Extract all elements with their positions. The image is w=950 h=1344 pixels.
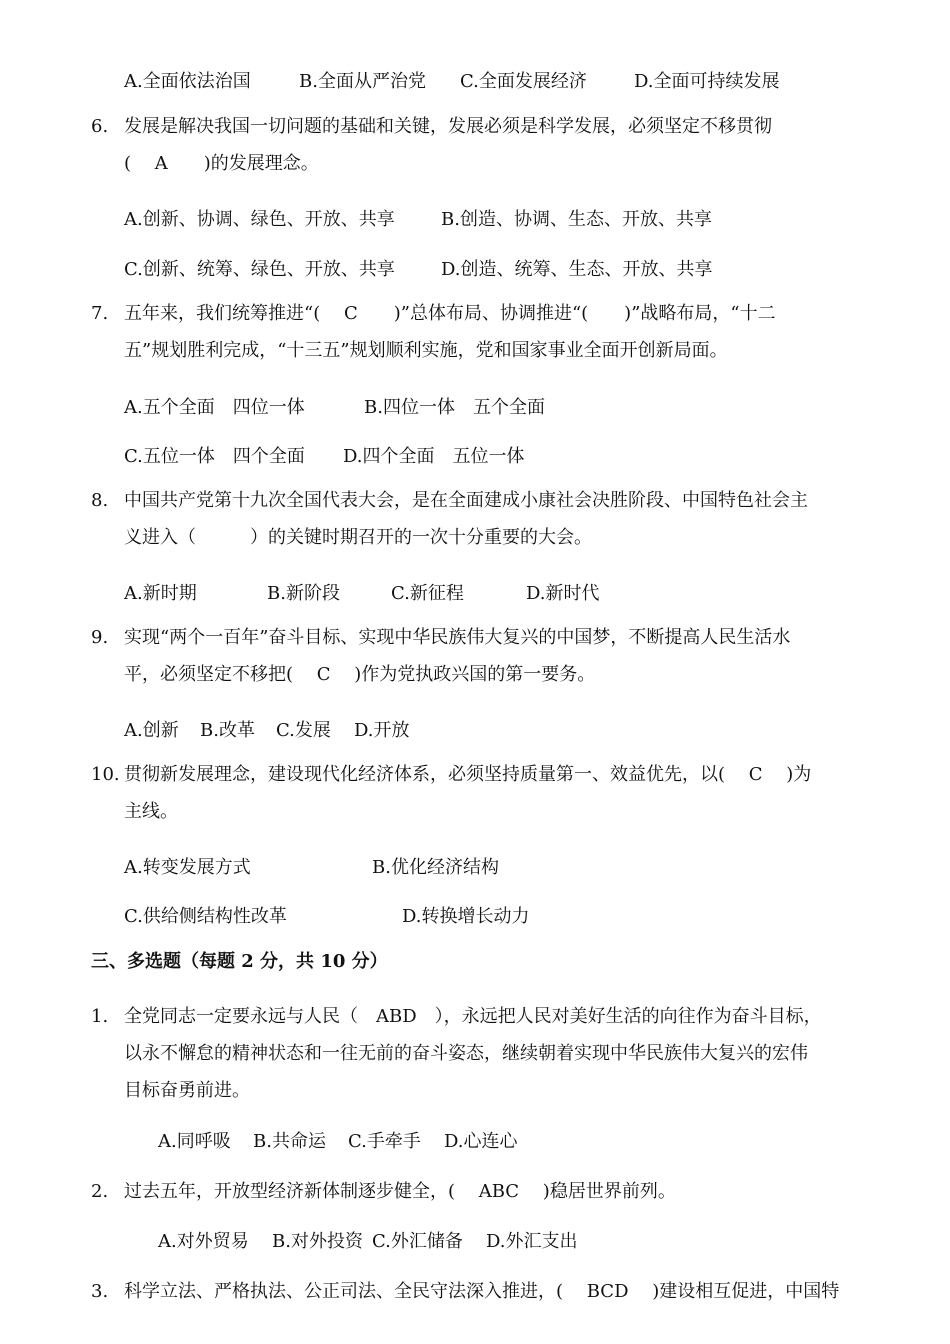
q7-stem-line2: 五”规划胜利完成，“十三五”规划顺利实施，党和国家事业全面开创新局面。 <box>124 340 728 361</box>
q8-stem-line2: 义进入（ ）的关键时期召开的一次十分重要的大会。 <box>124 527 592 548</box>
q10-option-d: D.转换增长动力 <box>402 906 530 927</box>
q6-option-d: D.创造、统筹、生态、开放、共享 <box>441 259 713 280</box>
q10-number: 10. <box>91 764 120 785</box>
m1-option-a: A.同呼吸 <box>158 1131 231 1152</box>
m3-number: 3. <box>91 1281 109 1302</box>
m2-option-d: D.外汇支出 <box>486 1231 578 1252</box>
q6-stem-line1: 发展是解决我国一切问题的基础和关键，发展必须是科学发展，必须坚定不移贯彻 <box>124 116 772 137</box>
q9-option-d: D.开放 <box>354 720 410 741</box>
section-heading-multiple-choice: 三、多选题（每题 2 分，共 10 分） <box>91 951 388 972</box>
m1-option-c: C.手牵手 <box>348 1131 421 1152</box>
m2-option-c: C.外汇储备 <box>372 1231 463 1252</box>
q8-stem-line1: 中国共产党第十九次全国代表大会，是在全面建成小康社会决胜阶段、中国特色社会主 <box>124 490 808 511</box>
q7-option-d: D.四个全面 五位一体 <box>343 446 525 467</box>
q9-stem-line1: 实现“两个一百年”奋斗目标、实现中华民族伟大复兴的中国梦，不断提高人民生活水 <box>124 627 791 648</box>
m1-option-d: D.心连心 <box>444 1131 518 1152</box>
q5-option-c: C.全面发展经济 <box>460 71 587 92</box>
q6-option-b: B.创造、协调、生态、开放、共享 <box>441 209 712 230</box>
q5-option-d: D.全面可持续发展 <box>634 71 780 92</box>
q6-number: 6. <box>91 116 109 137</box>
q9-option-c: C.发展 <box>276 720 331 741</box>
q9-option-a: A.创新 <box>124 720 179 741</box>
q8-option-b: B.新阶段 <box>267 583 340 604</box>
q9-option-b: B.改革 <box>200 720 255 741</box>
q7-option-c: C.五位一体 四个全面 <box>124 446 305 467</box>
m1-stem-line3: 目标奋勇前进。 <box>124 1080 250 1101</box>
q10-stem-line2: 主线。 <box>124 801 178 822</box>
q5-option-b: B.全面从严治党 <box>299 71 426 92</box>
q9-number: 9. <box>91 627 109 648</box>
q8-number: 8. <box>91 490 109 511</box>
q10-stem-line1: 贯彻新发展理念，建设现代化经济体系，必须坚持质量第一、效益优先，以( C )为 <box>124 764 812 785</box>
m3-stem-line1: 科学立法、严格执法、公正司法、全民守法深入推进，( BCD )建设相互促进，中国特 <box>124 1281 840 1302</box>
q7-option-a: A.五个全面 四位一体 <box>124 397 305 418</box>
m2-option-b: B.对外投资 <box>272 1231 363 1252</box>
q10-option-c: C.供给侧结构性改革 <box>124 906 287 927</box>
q6-stem-line2: ( A )的发展理念。 <box>124 153 319 174</box>
m1-number: 1. <box>91 1006 109 1027</box>
q8-option-d: D.新时代 <box>526 583 600 604</box>
q8-option-c: C.新征程 <box>391 583 464 604</box>
q9-stem-line2: 平，必须坚定不移把( C )作为党执政兴国的第一要务。 <box>124 664 596 685</box>
m2-number: 2. <box>91 1181 109 1202</box>
q10-option-a: A.转变发展方式 <box>124 857 251 878</box>
q7-option-b: B.四位一体 五个全面 <box>364 397 545 418</box>
q5-option-a: A.全面依法治国 <box>124 71 251 92</box>
m2-stem-line1: 过去五年，开放型经济新体制逐步健全，( ABC )稳居世界前列。 <box>124 1181 676 1202</box>
q10-option-b: B.优化经济结构 <box>372 857 499 878</box>
q6-option-c: C.创新、统筹、绿色、开放、共享 <box>124 259 395 280</box>
m2-option-a: A.对外贸易 <box>158 1231 249 1252</box>
q7-number: 7. <box>91 303 109 324</box>
m1-stem-line2: 以永不懈怠的精神状态和一往无前的奋斗姿态，继续朝着实现中华民族伟大复兴的宏伟 <box>124 1043 808 1064</box>
m1-stem-line1: 全党同志一定要永远与人民（ ABD ），永远把人民对美好生活的向往作为奋斗目标， <box>124 1006 822 1027</box>
m1-option-b: B.共命运 <box>253 1131 326 1152</box>
q8-option-a: A.新时期 <box>124 583 197 604</box>
q6-option-a: A.创新、协调、绿色、开放、共享 <box>124 209 395 230</box>
q7-stem-line1: 五年来，我们统筹推进“( C )”总体布局、协调推进“( )”战略布局，“十二 <box>124 303 776 324</box>
